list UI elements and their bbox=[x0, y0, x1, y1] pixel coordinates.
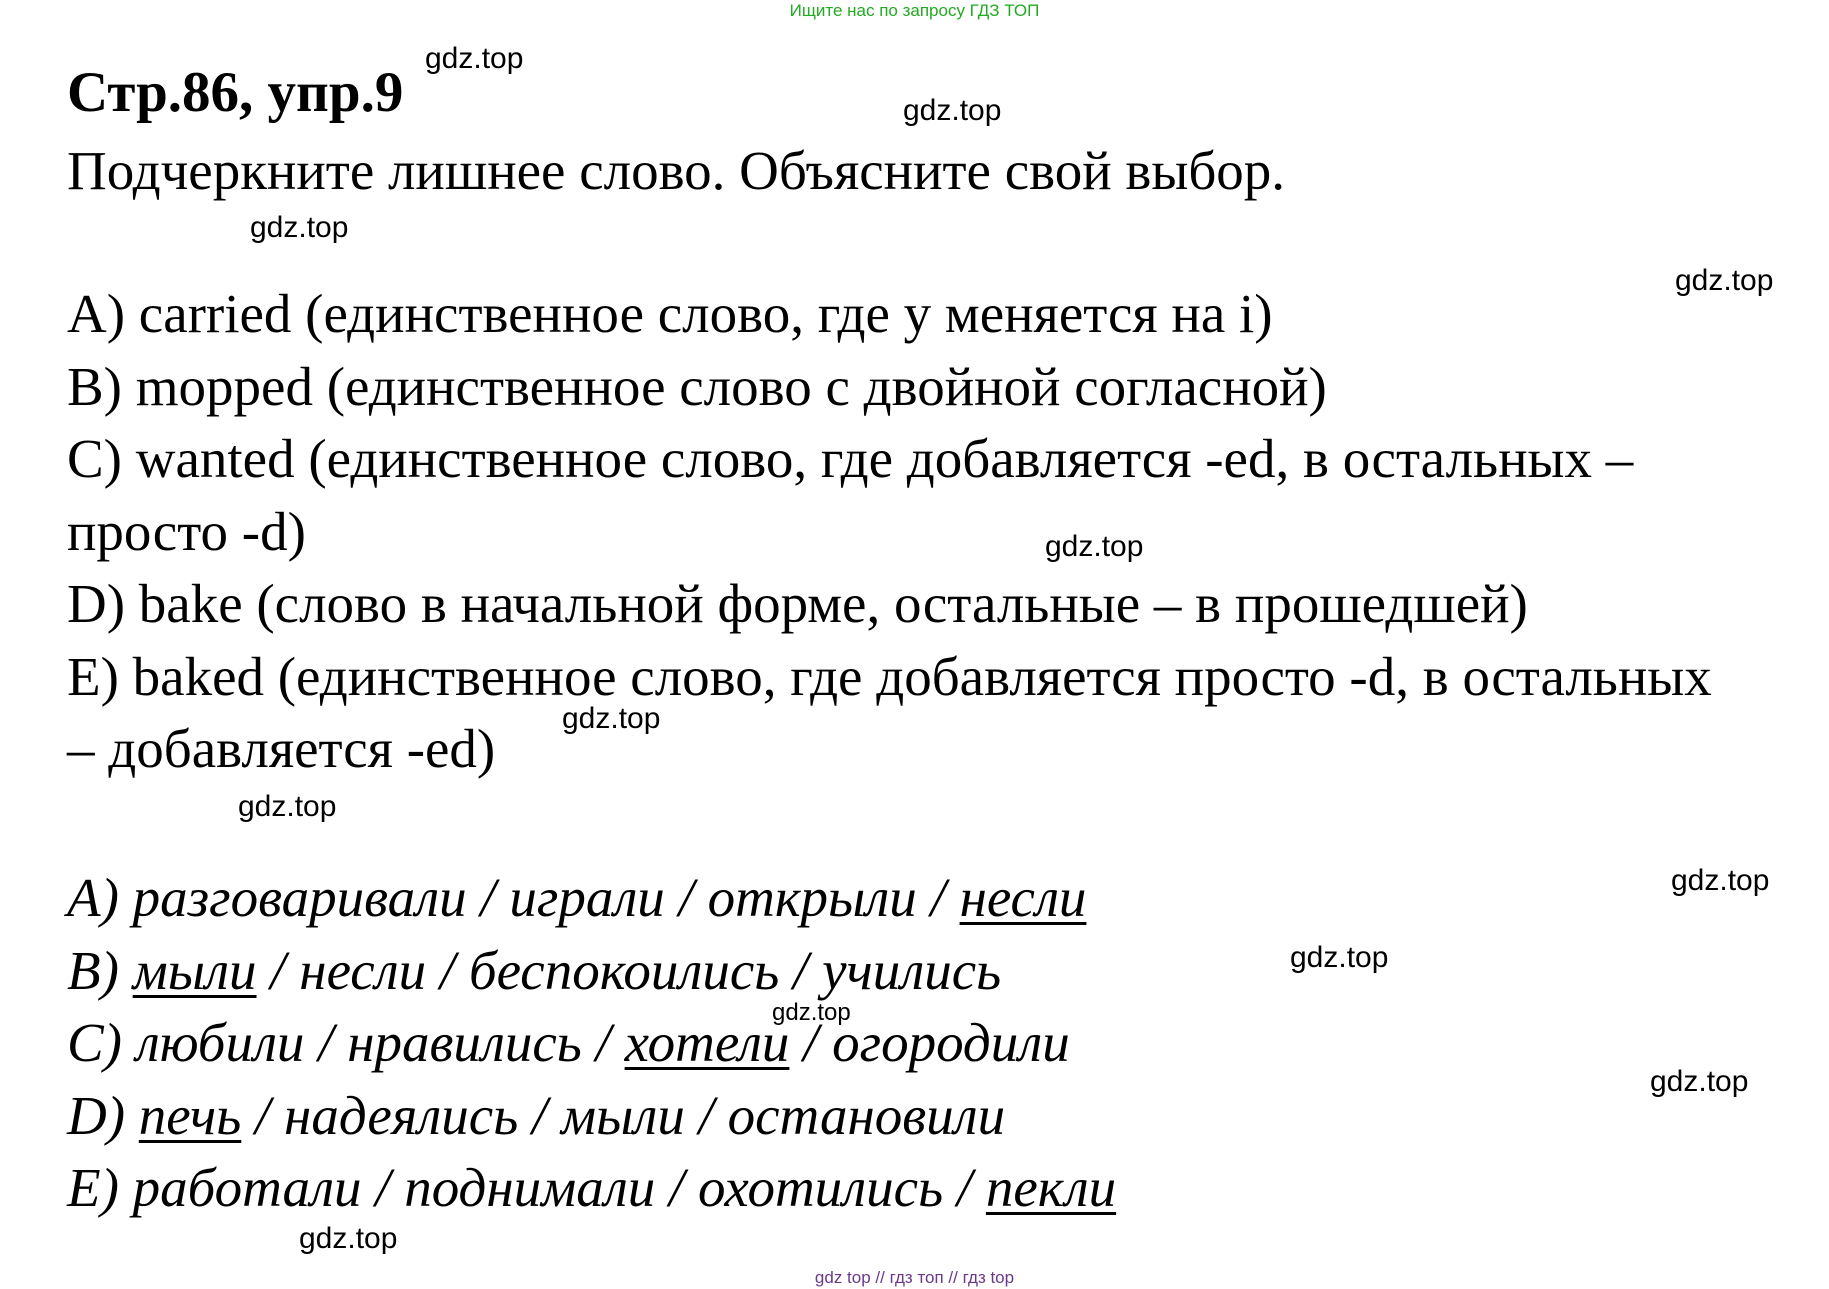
word-separator: / bbox=[256, 939, 300, 1001]
group-word: мыли bbox=[561, 1084, 685, 1146]
odd-word: мыли bbox=[132, 939, 257, 1001]
english-answers bbox=[67, 278, 1827, 786]
russian-word-group bbox=[67, 1080, 1767, 1153]
word-separator: / bbox=[779, 939, 823, 1001]
group-word: несли bbox=[299, 939, 427, 1001]
watermark: gdz.top bbox=[425, 42, 524, 75]
group-word: работали bbox=[132, 1157, 362, 1218]
word-separator: / bbox=[684, 1084, 728, 1146]
group-word: беспокоились bbox=[468, 939, 780, 1001]
group-letter: D) bbox=[67, 1084, 126, 1146]
group-word: огородили bbox=[832, 1012, 1070, 1073]
word-separator: / bbox=[581, 1012, 625, 1073]
group-word: надеялись bbox=[284, 1084, 519, 1146]
word-separator: / bbox=[518, 1084, 562, 1146]
watermark: gdz.top bbox=[238, 790, 337, 823]
watermark: gdz.top bbox=[562, 702, 661, 735]
group-word: играли bbox=[509, 867, 665, 928]
group-word: разговаривали bbox=[132, 867, 467, 928]
russian-word-group bbox=[67, 1152, 1767, 1225]
watermark: gdz.top bbox=[772, 999, 851, 1026]
russian-word-group bbox=[67, 862, 1770, 935]
answer-line: – добавляется -ed) bbox=[67, 718, 496, 779]
word-separator: / bbox=[466, 867, 510, 928]
word-separator: / bbox=[241, 1084, 285, 1146]
group-letter: E) bbox=[67, 1157, 119, 1218]
answer-line: E) baked (единственное слово, где добавляется просто -d, в остальных bbox=[67, 645, 1712, 707]
group-letter: B) bbox=[67, 939, 119, 1001]
group-word: учились bbox=[822, 939, 1002, 1001]
group-word: открыли bbox=[707, 867, 917, 928]
answer-line: D) bake (слово в начальной форме, остальные – в прошедшей) bbox=[67, 573, 1528, 634]
answer-line: B) mopped (единственное слово с двойной согласной) bbox=[67, 355, 1327, 417]
russian-word-group bbox=[67, 935, 1767, 1008]
odd-word: пекли bbox=[985, 1157, 1117, 1218]
group-word: охотились bbox=[698, 1157, 944, 1218]
exercise-instruction: Подчеркните лишнее слово. Объясните свой выбор. bbox=[67, 140, 1286, 201]
word-separator: / bbox=[426, 939, 469, 1001]
answer-line: A) carried (единственное слово, где у меняется на i) bbox=[67, 283, 1273, 344]
group-letter: A) bbox=[67, 867, 119, 928]
footer-links: gdz top // гдз топ // гдз top bbox=[814, 1268, 1015, 1287]
word-separator: / bbox=[916, 867, 960, 928]
group-word: любили bbox=[135, 1012, 305, 1073]
watermark: gdz.top bbox=[1675, 264, 1774, 297]
answer-line: просто -d) bbox=[67, 500, 306, 562]
word-separator: / bbox=[943, 1157, 986, 1218]
watermark: gdz.top bbox=[250, 211, 349, 244]
watermark: gdz.top bbox=[1045, 530, 1144, 563]
odd-word: хотели bbox=[624, 1012, 790, 1073]
word-separator: / bbox=[655, 1157, 699, 1218]
word-separator: / bbox=[664, 867, 708, 928]
group-word: остановили bbox=[727, 1084, 1006, 1146]
watermark: gdz.top bbox=[903, 94, 1002, 127]
watermark: gdz.top bbox=[1671, 864, 1770, 897]
watermark: gdz.top bbox=[299, 1222, 398, 1255]
word-separator: / bbox=[304, 1012, 348, 1073]
odd-word: несли bbox=[959, 867, 1087, 928]
exercise-title: Стр.86, упр.9 bbox=[67, 61, 404, 124]
russian-word-group bbox=[67, 1007, 1767, 1080]
word-separator: / bbox=[361, 1157, 405, 1218]
search-banner: Ищите нас по запросу ГДЗ ТОП bbox=[789, 1, 1040, 20]
watermark: gdz.top bbox=[1290, 941, 1389, 974]
answer-line: C) wanted (единственное слово, где добавляется -ed, в остальных – bbox=[67, 428, 1634, 489]
watermark: gdz.top bbox=[1650, 1065, 1749, 1098]
group-word: поднимали bbox=[404, 1157, 656, 1218]
russian-word-groups bbox=[67, 862, 1770, 1225]
group-word: нравились bbox=[347, 1012, 582, 1073]
group-letter: C) bbox=[67, 1012, 122, 1073]
word-separator: / bbox=[789, 1012, 833, 1073]
odd-word: печь bbox=[138, 1084, 242, 1146]
